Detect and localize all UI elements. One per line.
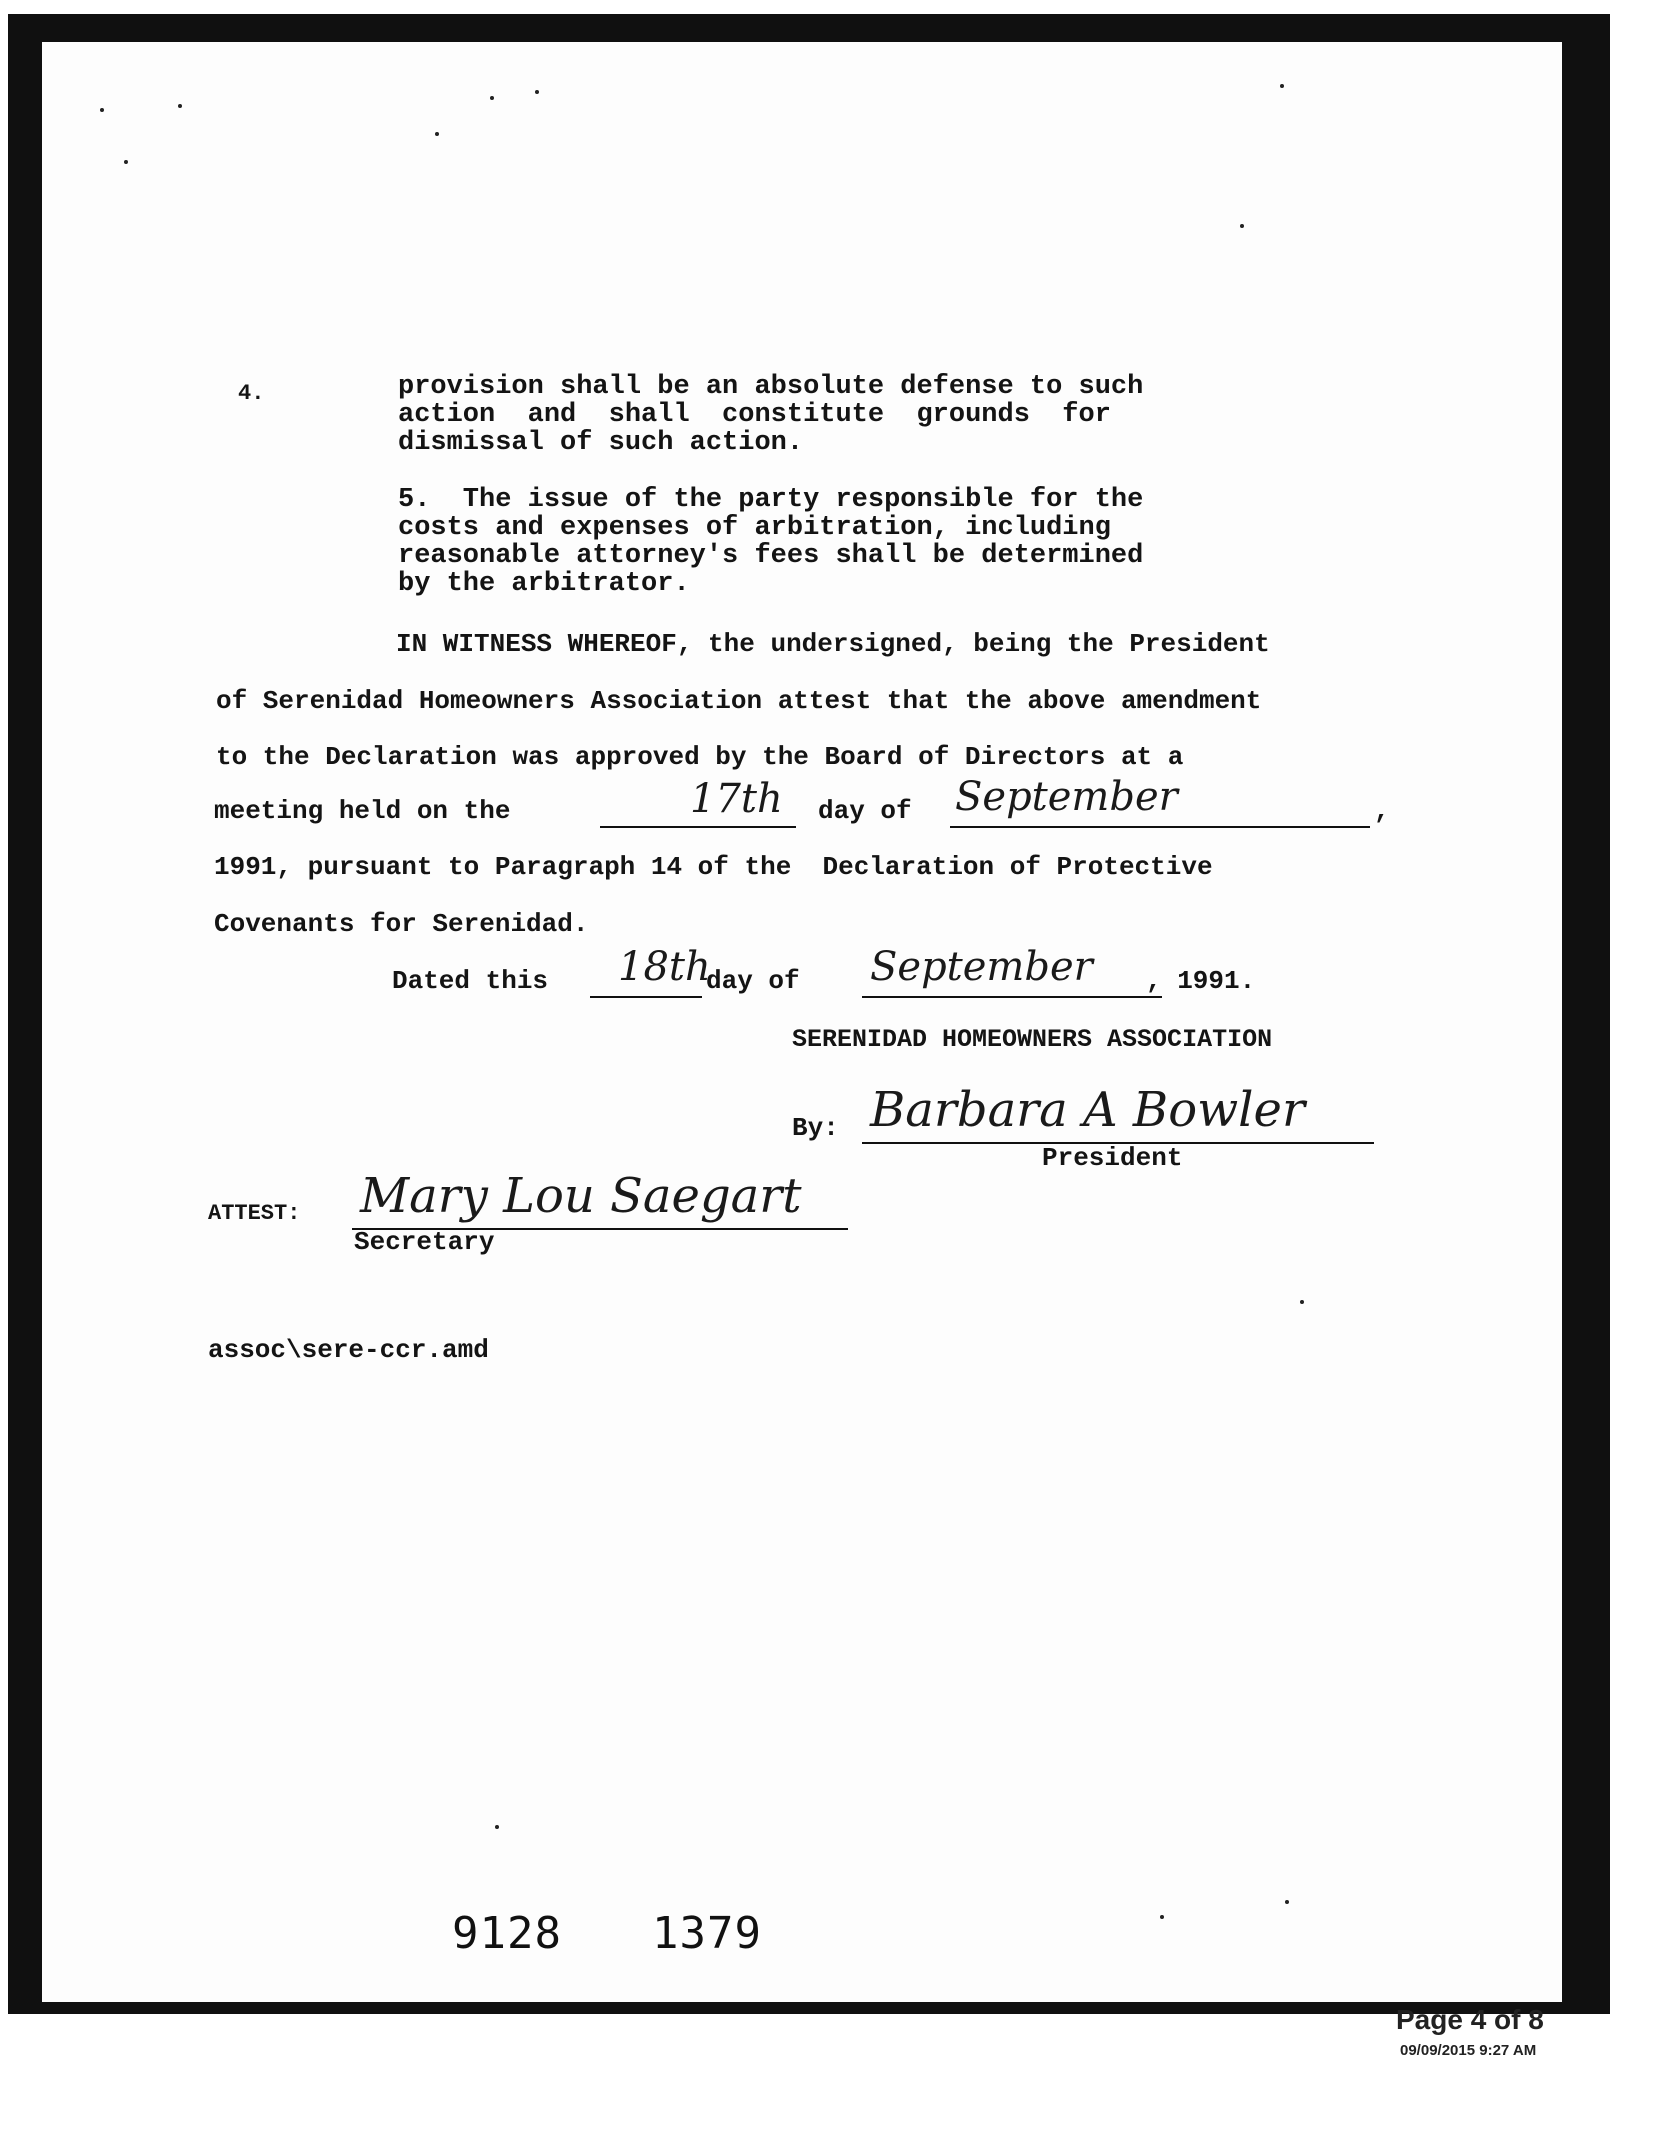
meeting-mid: day of (818, 796, 912, 826)
meeting-day-handwritten: 17th (690, 776, 783, 822)
para5-line: costs and expenses of arbitration, including (398, 513, 1111, 543)
scan-speck (1285, 1900, 1289, 1904)
secretary-label: Secretary (354, 1227, 495, 1257)
para4-line: action and shall constitute grounds for (398, 400, 1111, 430)
recording-page-number: 1379 (652, 1908, 762, 1959)
recording-book-number: 9128 (452, 1908, 562, 1959)
attest-label: ATTEST: (208, 1201, 301, 1226)
item-marker: 4. (238, 381, 265, 406)
president-signature: Barbara A Bowler (870, 1082, 1305, 1138)
witness-line: IN WITNESS WHEREOF, the undersigned, being the President (396, 629, 1270, 659)
print-timestamp: 09/09/2015 9:27 AM (1400, 2042, 1537, 2059)
para5-line: by the arbitrator. (398, 569, 690, 599)
dated-month-underline (862, 996, 1162, 998)
dated-month-handwritten: September (870, 944, 1093, 990)
meeting-month-handwritten: September (955, 774, 1178, 820)
page-indicator: Page 4 of 8 (1396, 2004, 1544, 2035)
scan-speck (124, 160, 128, 164)
by-label: By: (792, 1113, 839, 1143)
dated-day-underline (590, 996, 702, 998)
meeting-day-underline (600, 826, 796, 828)
dated-mid: day of (706, 966, 800, 996)
meeting-month-underline (950, 826, 1370, 828)
para4-line: provision shall be an absolute defense to such (398, 372, 1144, 402)
pursuant-line: 1991, pursuant to Paragraph 14 of the Declaration of Protective (214, 852, 1213, 882)
scan-speck (535, 90, 539, 94)
witness-line: to the Declaration was approved by the Board of Directors at a (216, 742, 1184, 772)
para4-line: dismissal of such action. (398, 428, 804, 458)
scan-speck (100, 108, 104, 112)
covenants-line: Covenants for Serenidad. (214, 909, 589, 939)
scan-speck (1280, 84, 1284, 88)
file-reference: assoc\sere-ccr.amd (208, 1335, 489, 1365)
president-label: President (1042, 1143, 1183, 1173)
scan-speck (435, 132, 439, 136)
meeting-prefix: meeting held on the (214, 796, 511, 826)
meeting-suffix: , (1374, 796, 1390, 826)
dated-prefix: Dated this (392, 966, 549, 996)
scan-speck (490, 96, 494, 100)
secretary-signature: Mary Lou Saegart (360, 1168, 802, 1224)
scan-speck (1300, 1300, 1304, 1304)
association-name: SERENIDAD HOMEOWNERS ASSOCIATION (792, 1025, 1273, 1054)
document-page (42, 42, 1562, 2002)
para5-line: 5. The issue of the party responsible for the (398, 485, 1144, 515)
scan-speck (178, 104, 182, 108)
dated-day-handwritten: 18th (618, 944, 711, 990)
scan-speck (1240, 224, 1244, 228)
para5-line: reasonable attorney's fees shall be determined (398, 541, 1144, 571)
dated-suffix: , 1991. (1146, 966, 1256, 996)
scan-speck (1160, 1915, 1164, 1919)
witness-line: of Serenidad Homeowners Association attest that the above amendment (216, 686, 1262, 716)
scan-speck (495, 1825, 499, 1829)
